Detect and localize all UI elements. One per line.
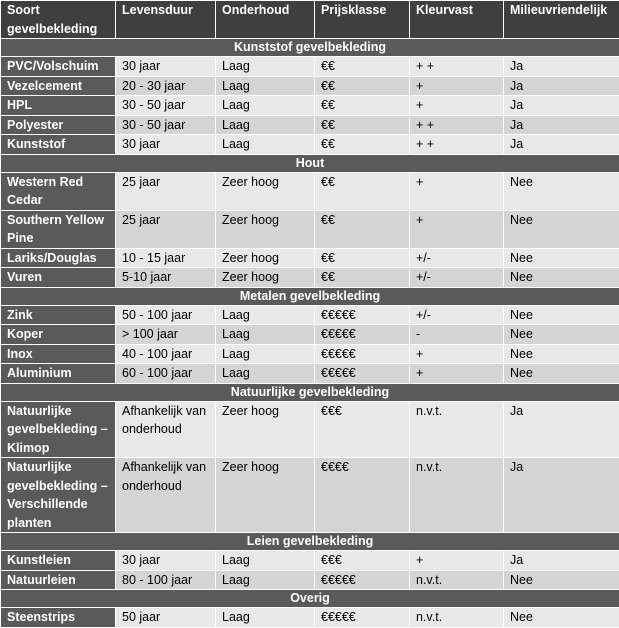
table-row [1, 172, 619, 210]
cell-levensduur: 60 - 100 jaar [116, 364, 216, 384]
cell-milieuvriendelijk: Ja [504, 551, 619, 571]
table-row [1, 96, 619, 116]
cell-levensduur: 30 jaar [116, 135, 216, 155]
cell-prijsklasse: €€ [315, 172, 410, 210]
cell-levensduur: 10 - 15 jaar [116, 248, 216, 268]
cell-type: Inox [1, 344, 116, 364]
cell-levensduur: 50 jaar [116, 608, 216, 628]
section-title: Hout [1, 154, 619, 172]
table-row [1, 210, 619, 248]
table-row [1, 551, 619, 571]
table-row [1, 135, 619, 155]
table-row [1, 248, 619, 268]
cell-kleurvast: + [410, 344, 504, 364]
cell-levensduur: 80 - 100 jaar [116, 570, 216, 590]
cell-onderhoud: Laag [216, 325, 315, 345]
cell-milieuvriendelijk: Ja [504, 57, 619, 77]
header-prijsklasse: Prijsklasse [315, 1, 410, 39]
cell-levensduur: 30 jaar [116, 551, 216, 571]
cell-prijsklasse: €€ [315, 268, 410, 288]
cell-prijsklasse: €€ [315, 210, 410, 248]
cell-levensduur: 30 jaar [116, 57, 216, 77]
cell-prijsklasse: €€ [315, 115, 410, 135]
table-row [1, 57, 619, 77]
cell-type: PVC/Volschuim [1, 57, 116, 77]
table-row [1, 364, 619, 384]
cell-milieuvriendelijk: Nee [504, 608, 619, 628]
header-row [1, 1, 619, 39]
header-milieuvriendelijk: Milieuvriendelijk [504, 1, 619, 39]
cell-milieuvriendelijk: Ja [504, 115, 619, 135]
cell-onderhoud: Zeer hoog [216, 172, 315, 210]
table-row [1, 458, 619, 533]
cell-onderhoud: Laag [216, 115, 315, 135]
cell-prijsklasse: €€ [315, 135, 410, 155]
cell-prijsklasse: €€ [315, 248, 410, 268]
cell-milieuvriendelijk: Nee [504, 268, 619, 288]
table-row [1, 325, 619, 345]
section-title: Natuurlijke gevelbekleding [1, 383, 619, 401]
cell-type: Lariks/Douglas [1, 248, 116, 268]
cell-prijsklasse: €€€€€ [315, 570, 410, 590]
cell-prijsklasse: €€€€€ [315, 364, 410, 384]
cell-levensduur: > 100 jaar [116, 325, 216, 345]
cell-levensduur: 5-10 jaar [116, 268, 216, 288]
cell-prijsklasse: €€€€€ [315, 608, 410, 628]
cell-milieuvriendelijk: Ja [504, 96, 619, 116]
cell-milieuvriendelijk: Ja [504, 76, 619, 96]
cell-kleurvast: + [410, 364, 504, 384]
cell-onderhoud: Zeer hoog [216, 268, 315, 288]
cell-levensduur: 25 jaar [116, 172, 216, 210]
cell-milieuvriendelijk: Nee [504, 305, 619, 325]
cell-type: Koper [1, 325, 116, 345]
cell-type: Natuurlijke gevelbekleding – Klimop [1, 401, 116, 458]
section-header-row [1, 154, 619, 172]
cell-kleurvast: + + [410, 57, 504, 77]
table-row [1, 115, 619, 135]
header-kleurvast: Kleurvast [410, 1, 504, 39]
cell-prijsklasse: €€€€€ [315, 305, 410, 325]
cell-kleurvast: +/- [410, 305, 504, 325]
cell-onderhoud: Zeer hoog [216, 248, 315, 268]
header-soort: Soort gevelbekleding [1, 1, 116, 39]
cell-type: Zink [1, 305, 116, 325]
section-header-row [1, 383, 619, 401]
section-header-row [1, 287, 619, 305]
table-row [1, 305, 619, 325]
cell-onderhoud: Laag [216, 135, 315, 155]
cell-type: Natuurlijke gevelbekleding – Verschillende planten [1, 458, 116, 533]
cell-levensduur: 25 jaar [116, 210, 216, 248]
cell-milieuvriendelijk: Nee [504, 210, 619, 248]
table-row [1, 76, 619, 96]
section-title: Kunststof gevelbekleding [1, 39, 619, 57]
cell-type: Vuren [1, 268, 116, 288]
cell-onderhoud: Laag [216, 364, 315, 384]
cell-kleurvast: +/- [410, 248, 504, 268]
cell-levensduur: 20 - 30 jaar [116, 76, 216, 96]
cell-prijsklasse: €€€ [315, 401, 410, 458]
table-body [1, 39, 619, 628]
cell-kleurvast: + [410, 172, 504, 210]
table-row [1, 344, 619, 364]
cell-levensduur: 30 - 50 jaar [116, 115, 216, 135]
cell-onderhoud: Laag [216, 608, 315, 628]
section-title: Overig [1, 590, 619, 608]
cell-type: HPL [1, 96, 116, 116]
cell-onderhoud: Laag [216, 57, 315, 77]
section-title: Leien gevelbekleding [1, 533, 619, 551]
cell-onderhoud: Laag [216, 305, 315, 325]
cell-type: Western Red Cedar [1, 172, 116, 210]
header-levensduur: Levensduur [116, 1, 216, 39]
cell-milieuvriendelijk: Nee [504, 344, 619, 364]
cell-kleurvast: n.v.t. [410, 401, 504, 458]
table-row [1, 570, 619, 590]
cell-milieuvriendelijk: Nee [504, 325, 619, 345]
cell-onderhoud: Laag [216, 96, 315, 116]
cell-kleurvast: + + [410, 115, 504, 135]
cell-kleurvast: + [410, 210, 504, 248]
cell-onderhoud: Laag [216, 344, 315, 364]
cell-milieuvriendelijk: Ja [504, 135, 619, 155]
cell-kleurvast: + [410, 551, 504, 571]
cell-type: Kunststof [1, 135, 116, 155]
cell-onderhoud: Laag [216, 76, 315, 96]
cell-milieuvriendelijk: Nee [504, 172, 619, 210]
cell-prijsklasse: €€ [315, 76, 410, 96]
cell-prijsklasse: €€€€ [315, 458, 410, 533]
section-header-row [1, 533, 619, 551]
cell-prijsklasse: €€€ [315, 551, 410, 571]
header-onderhoud: Onderhoud [216, 1, 315, 39]
cell-levensduur: Afhankelijk van onderhoud [116, 401, 216, 458]
cell-milieuvriendelijk: Nee [504, 364, 619, 384]
cell-onderhoud: Zeer hoog [216, 210, 315, 248]
table-row [1, 268, 619, 288]
table-row [1, 401, 619, 458]
cell-prijsklasse: €€€€€ [315, 344, 410, 364]
cell-kleurvast: + [410, 76, 504, 96]
cell-type: Steenstrips [1, 608, 116, 628]
cell-prijsklasse: €€€€€ [315, 325, 410, 345]
cell-prijsklasse: €€ [315, 96, 410, 116]
section-header-row [1, 39, 619, 57]
section-header-row [1, 590, 619, 608]
cell-type: Natuurleien [1, 570, 116, 590]
cell-onderhoud: Zeer hoog [216, 458, 315, 533]
cell-kleurvast: n.v.t. [410, 458, 504, 533]
cell-kleurvast: n.v.t. [410, 608, 504, 628]
section-title: Metalen gevelbekleding [1, 287, 619, 305]
table-row [1, 608, 619, 628]
cell-kleurvast: + [410, 96, 504, 116]
cell-kleurvast: + + [410, 135, 504, 155]
cell-milieuvriendelijk: Nee [504, 570, 619, 590]
cell-kleurvast: n.v.t. [410, 570, 504, 590]
cell-type: Polyester [1, 115, 116, 135]
cell-milieuvriendelijk: Nee [504, 248, 619, 268]
cell-milieuvriendelijk: Ja [504, 458, 619, 533]
cell-milieuvriendelijk: Ja [504, 401, 619, 458]
cell-onderhoud: Laag [216, 570, 315, 590]
cell-levensduur: 30 - 50 jaar [116, 96, 216, 116]
cell-prijsklasse: €€ [315, 57, 410, 77]
cell-onderhoud: Laag [216, 551, 315, 571]
cell-type: Southern Yellow Pine [1, 210, 116, 248]
cell-type: Aluminium [1, 364, 116, 384]
cell-levensduur: Afhankelijk van onderhoud [116, 458, 216, 533]
cell-type: Vezelcement [1, 76, 116, 96]
cell-type: Kunstleien [1, 551, 116, 571]
cell-kleurvast: - [410, 325, 504, 345]
cell-onderhoud: Zeer hoog [216, 401, 315, 458]
cell-levensduur: 50 - 100 jaar [116, 305, 216, 325]
cell-kleurvast: +/- [410, 268, 504, 288]
cell-levensduur: 40 - 100 jaar [116, 344, 216, 364]
